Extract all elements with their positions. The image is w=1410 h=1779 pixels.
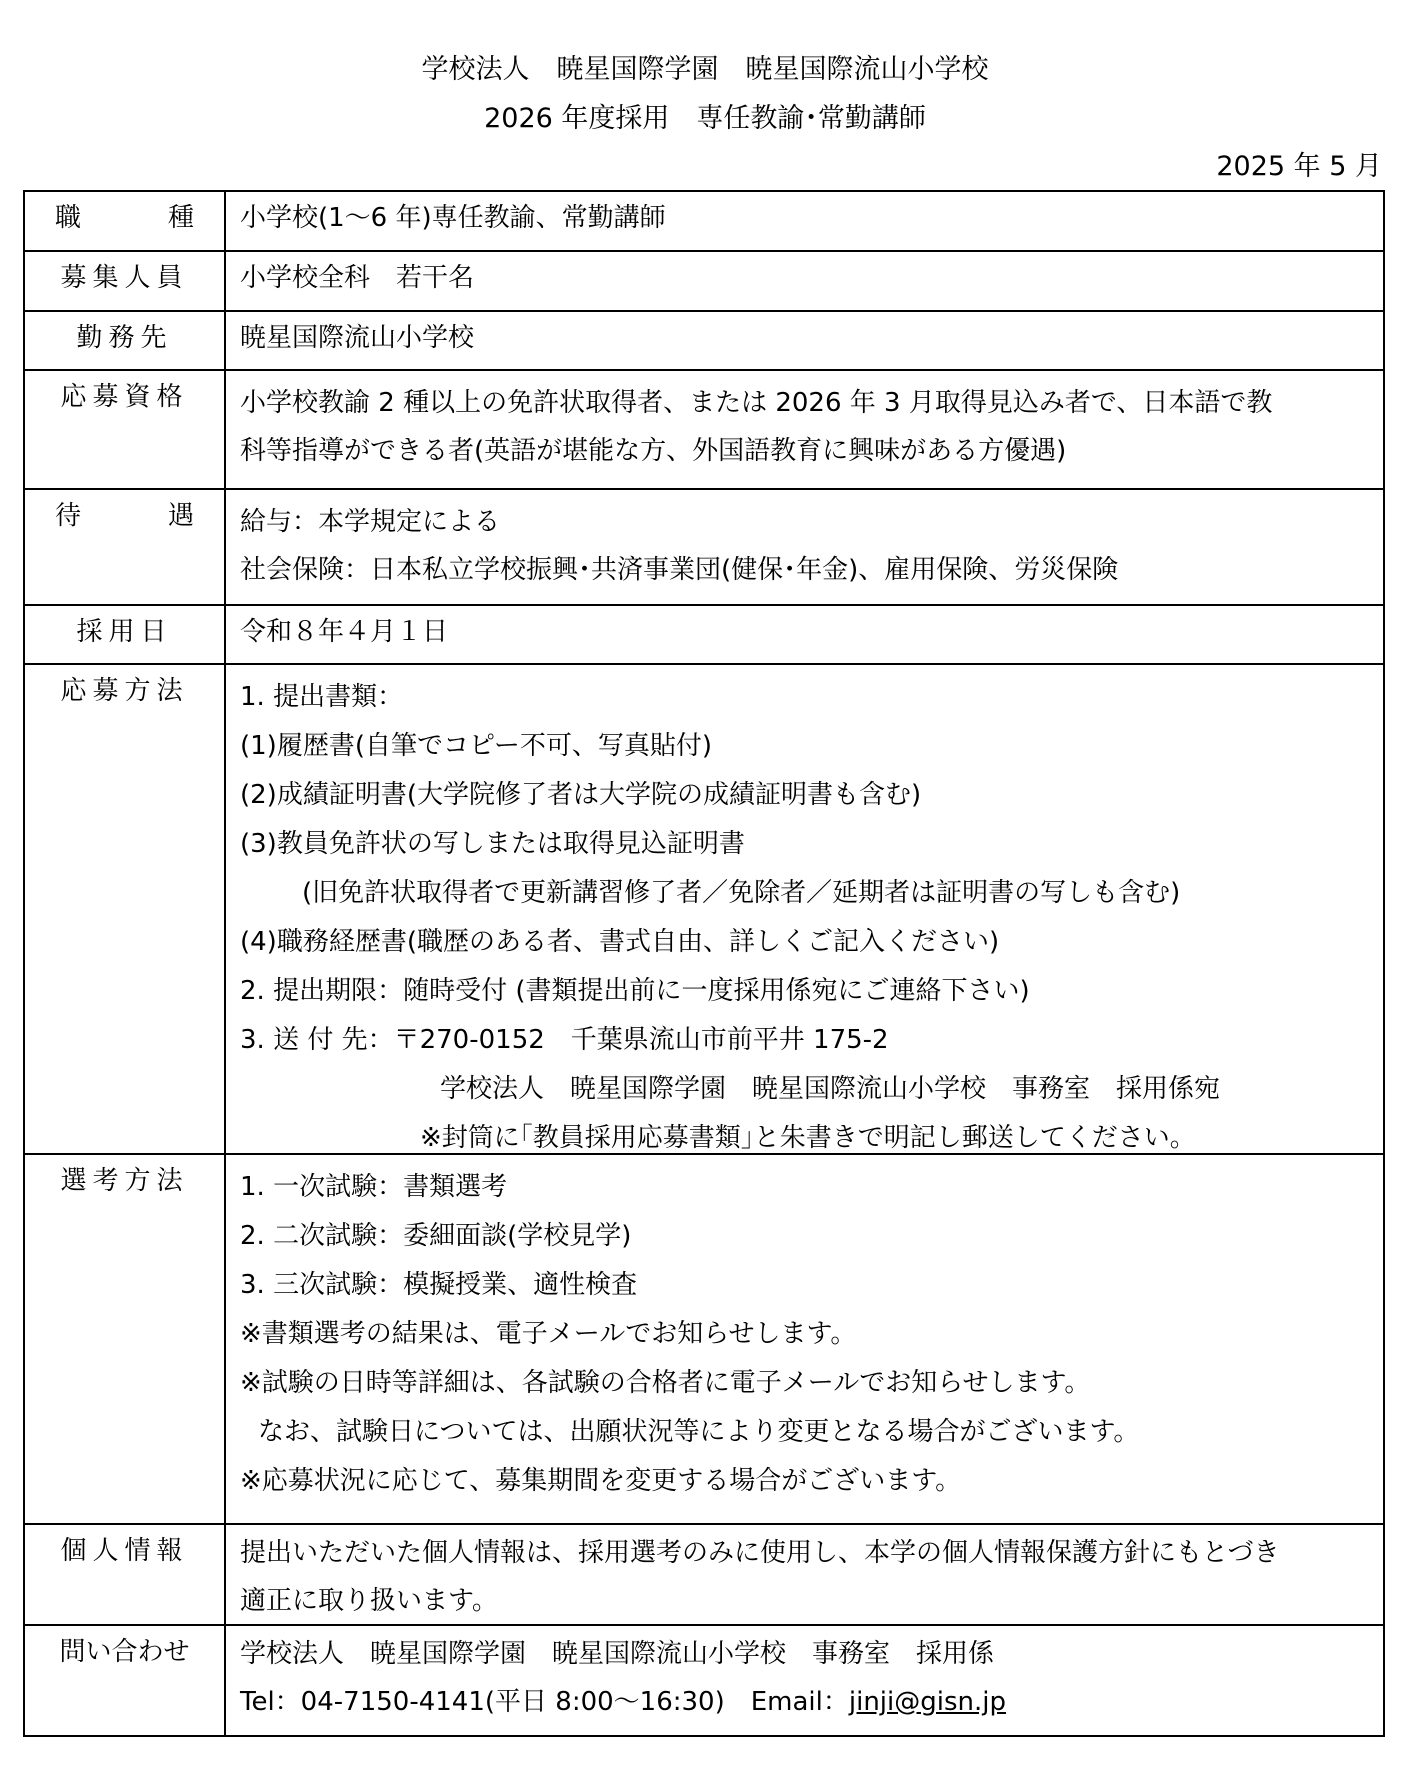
value-job-type xyxy=(226,192,1383,250)
list-item: 1. 提出書類： xyxy=(240,682,404,712)
row-job-type xyxy=(25,192,1383,250)
document-title: 学校法人 暁星国際学園 暁星国際流山小学校 xyxy=(421,54,989,85)
value-start-date xyxy=(226,606,1383,663)
value-contact xyxy=(226,1626,1383,1735)
personal-info-line-2: 適正に取り扱います。 xyxy=(240,1586,498,1616)
label-contact: 問い合わせ xyxy=(25,1626,226,1735)
label-job-type-part-2: 種 xyxy=(167,203,194,233)
contact-tel-text: Tel：04-7150-4141(平日 8:00～16:30) Email： xyxy=(240,1687,849,1717)
row-personal-info xyxy=(25,1523,1383,1624)
row-compensation xyxy=(25,488,1383,604)
label-job-type xyxy=(25,192,226,250)
row-qualifications xyxy=(25,369,1383,488)
row-contact xyxy=(25,1624,1383,1735)
list-item: ※応募状況に応じて、募集期間を変更する場合がございます。 xyxy=(240,1466,962,1496)
label-workplace: 勤務先 xyxy=(25,312,226,369)
recruitment-table xyxy=(23,190,1385,1737)
list-item: ※書類選考の結果は、電子メールでお知らせします。 xyxy=(240,1319,857,1349)
label-application-method: 応募方法 xyxy=(25,665,226,1153)
email-link[interactable]: jinji@gisn.jp xyxy=(848,1687,1006,1717)
label-start-date: 採用日 xyxy=(25,606,226,663)
value-compensation xyxy=(226,490,1383,604)
label-qualifications: 応募資格 xyxy=(25,371,226,488)
document-subtitle: 2026 年度採用 専任教諭･常勤講師 xyxy=(484,103,926,134)
label-compensation-part-1: 待 xyxy=(55,501,82,531)
contact-office-text: 学校法人 暁星国際学園 暁星国際流山小学校 事務室 採用係 xyxy=(240,1639,995,1669)
value-personal-info xyxy=(226,1525,1383,1624)
issue-date: 2025 年 5 月 xyxy=(1216,151,1382,182)
list-item: (4)職務経歴書(職歴のある者、書式自由、詳しくご記入ください) xyxy=(240,927,1000,957)
list-item: ※試験の日時等詳細は、各試験の合格者に電子メールでお知らせします。 xyxy=(240,1368,1091,1398)
label-personal-info: 個人情報 xyxy=(25,1525,226,1624)
list-item: なお、試験日については、出願状況等により変更となる場合がございます。 xyxy=(258,1417,1140,1447)
list-item: (旧免許状取得者で更新講習修了者／免除者／延期者は証明書の写しも含む) xyxy=(302,878,1181,908)
list-item: (3)教員免許状の写しまたは取得見込証明書 xyxy=(240,829,745,859)
row-start-date xyxy=(25,604,1383,663)
label-compensation xyxy=(25,490,226,604)
list-item: (1)履歴書(自筆でコピー不可、写真貼付) xyxy=(240,731,713,761)
label-openings: 募集人員 xyxy=(25,252,226,310)
value-selection-method xyxy=(226,1155,1383,1523)
contact-tel-email xyxy=(240,1678,1383,1726)
row-application-method xyxy=(25,663,1383,1153)
list-item: 2. 提出期限：随時受付 (書類提出前に一度採用係宛にご連絡下さい) xyxy=(240,976,1030,1006)
openings-text: 小学校全科 若干名 xyxy=(240,263,475,293)
salary-text: 給与：本学規定による xyxy=(240,507,501,537)
label-compensation-part-2: 遇 xyxy=(167,501,194,531)
list-item: ※封筒に｢教員採用応募書類｣と朱書きで明記し郵送してください。 xyxy=(420,1123,1196,1153)
value-workplace xyxy=(226,312,1383,369)
list-item: 1. 一次試験：書類選考 xyxy=(240,1172,508,1202)
personal-info-line-1: 提出いただいた個人情報は、採用選考のみに使用し、本学の個人情報保護方針にもとづき xyxy=(240,1538,1280,1568)
insurance-text: 社会保険：日本私立学校振興･共済事業団(健保･年金)、雇用保険、労災保険 xyxy=(240,555,1119,585)
list-item: 学校法人 暁星国際学園 暁星国際流山小学校 事務室 採用係宛 xyxy=(440,1074,1221,1104)
qualifications-line-2: 科等指導ができる者(英語が堪能な方、外国語教育に興味がある方優遇) xyxy=(240,436,1067,466)
job-type-text: 小学校(1～6 年)専任教諭、常勤講師 xyxy=(240,203,666,233)
list-item: (2)成績証明書(大学院修了者は大学院の成績証明書も含む) xyxy=(240,780,922,810)
row-selection-method xyxy=(25,1153,1383,1523)
value-openings xyxy=(226,252,1383,310)
label-selection-method: 選考方法 xyxy=(25,1155,226,1523)
list-item: 2. 二次試験：委細面談(学校見学) xyxy=(240,1221,632,1251)
value-qualifications xyxy=(226,371,1383,488)
row-openings xyxy=(25,250,1383,310)
list-item: 3. 三次試験：模擬授業、適性検査 xyxy=(240,1270,638,1300)
list-item: 3. 送 付 先：〒270-0152 千葉県流山市前平井 175-2 xyxy=(240,1025,889,1055)
label-job-type-part-1: 職 xyxy=(55,203,82,233)
workplace-text: 暁星国際流山小学校 xyxy=(240,323,475,353)
value-application-method xyxy=(226,665,1383,1153)
qualifications-line-1: 小学校教諭 2 種以上の免許状取得者、または 2026 年 3 月取得見込み者で、日本語で教 xyxy=(240,388,1273,418)
start-date-text: 令和８年４月１日 xyxy=(240,617,449,647)
row-workplace xyxy=(25,310,1383,369)
